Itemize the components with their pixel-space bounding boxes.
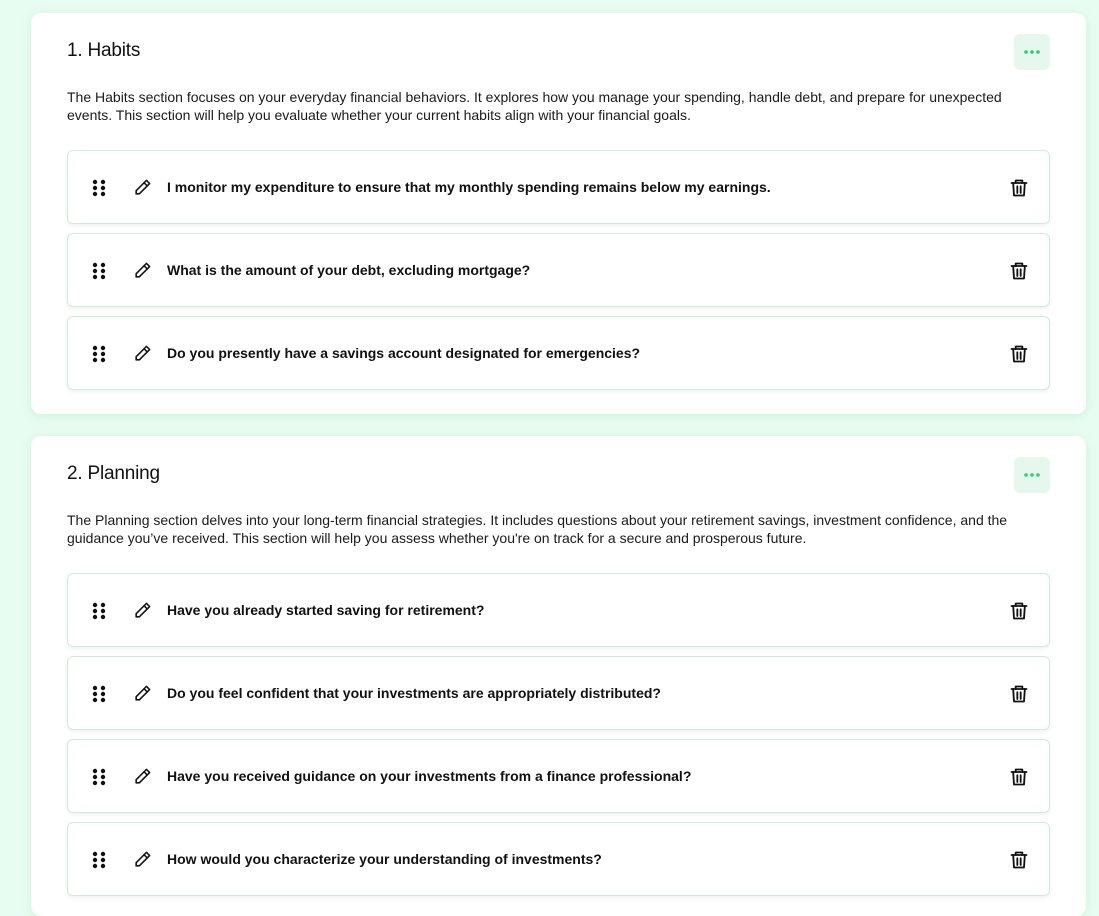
drag-handle-icon[interactable] [92,685,106,703]
more-horizontal-icon [1023,49,1041,55]
question-text: What is the amount of your debt, excluding mortgage? [167,262,531,278]
question-item[interactable] [67,233,1050,307]
pencil-icon[interactable] [133,178,152,197]
more-options-button[interactable] [1014,34,1050,70]
drag-handle-icon[interactable] [92,179,106,197]
question-item[interactable] [67,150,1050,224]
question-item[interactable] [67,573,1050,647]
pencil-icon[interactable] [133,601,152,620]
question-list [67,573,1050,905]
pencil-icon[interactable] [133,850,152,869]
section-title: 2. Planning [67,463,160,484]
drag-handle-icon[interactable] [92,768,106,786]
trash-icon[interactable] [1009,684,1029,704]
trash-icon[interactable] [1009,601,1029,621]
drag-handle-icon[interactable] [92,602,106,620]
pencil-icon[interactable] [133,684,152,703]
more-options-button[interactable] [1014,457,1050,493]
question-text: I monitor my expenditure to ensure that my monthly spending remains below my earnings. [167,179,771,195]
trash-icon[interactable] [1009,261,1029,281]
section-title: 1. Habits [67,40,141,61]
trash-icon[interactable] [1009,344,1029,364]
question-list [67,150,1050,399]
question-item[interactable] [67,739,1050,813]
question-text: Have you already started saving for retirement? [167,602,485,618]
pencil-icon[interactable] [133,344,152,363]
question-text: How would you characterize your understanding of investments? [167,851,602,867]
pencil-icon[interactable] [133,261,152,280]
trash-icon[interactable] [1009,767,1029,787]
trash-icon[interactable] [1009,850,1029,870]
drag-handle-icon[interactable] [92,345,106,363]
drag-handle-icon[interactable] [92,262,106,280]
more-horizontal-icon [1023,472,1041,478]
section-header [67,436,1050,516]
section-card-habits [31,13,1086,414]
question-item[interactable] [67,656,1050,730]
question-item[interactable] [67,316,1050,390]
section-card-planning [31,436,1086,916]
question-text: Have you received guidance on your investments from a finance professional? [167,768,692,784]
section-header [67,13,1050,93]
section-description: The Habits section focuses on your everyday financial behaviors. It explores how you manage your spending, handle debt, and prepare for unexpected events. This section will help you evaluate whether your current habits align with your financial goals. [67,89,1002,123]
section-description: The Planning section delves into your long-term financial strategies. It includes questions about your retirement savings, investment confidence, and the guidance you’ve received. This section will help you assess whether you're on track for a secure and prosperous future. [67,512,1008,546]
question-item[interactable] [67,822,1050,896]
drag-handle-icon[interactable] [92,851,106,869]
pencil-icon[interactable] [133,767,152,786]
trash-icon[interactable] [1009,178,1029,198]
question-text: Do you feel confident that your investments are appropriately distributed? [167,685,661,701]
question-text: Do you presently have a savings account designated for emergencies? [167,345,641,361]
